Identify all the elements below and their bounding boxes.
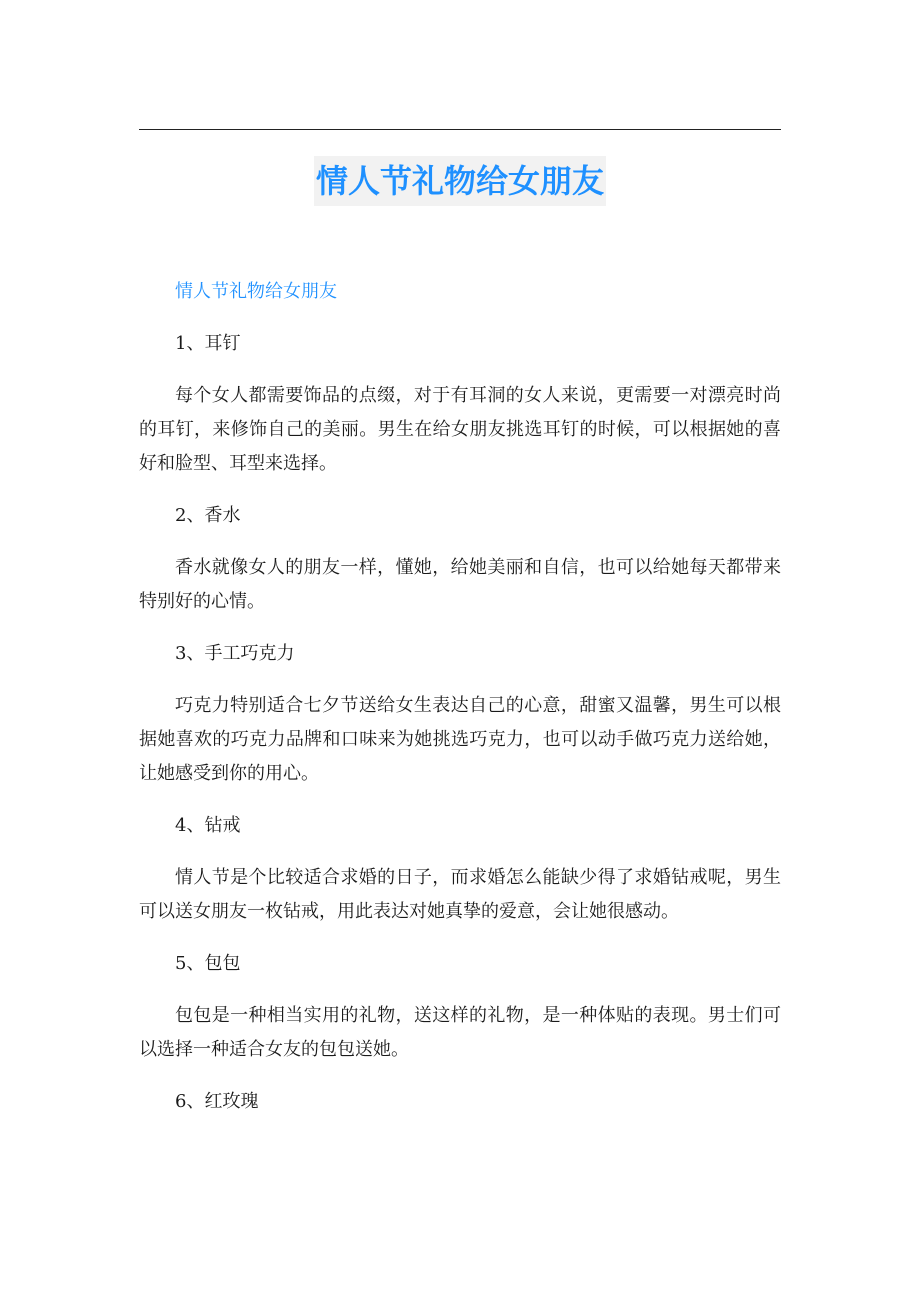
section-heading-handbag: 5、包包 bbox=[175, 953, 241, 974]
document-body bbox=[139, 275, 781, 1137]
header-rule bbox=[139, 129, 781, 130]
section-heading-earrings: 1、耳钉 bbox=[175, 333, 241, 354]
section-heading-chocolate: 3、手工巧克力 bbox=[175, 643, 295, 664]
section-paragraph-diamond-ring: 情人节是个比较适合求婚的日子，而求婚怎么能缺少得了求婚钻戒呢，男生可以送女朋友一枚钻戒，用此表达对她真挚的爱意，会让她很感动。 bbox=[139, 867, 781, 922]
section-paragraph-earrings: 每个女人都需要饰品的点缀，对于有耳洞的女人来说，更需要一对漂亮时尚的耳钉，来修饰自己的美丽。男生在给女朋友挑选耳钉的时候，可以根据她的喜好和脸型、耳型来选择。 bbox=[139, 385, 781, 474]
title-container bbox=[0, 156, 920, 206]
section-heading-diamond-ring: 4、钻戒 bbox=[175, 815, 241, 836]
document-title: 情人节礼物给女朋友 bbox=[314, 156, 606, 206]
section-paragraph-chocolate: 巧克力特别适合七夕节送给女生表达自己的心意，甜蜜又温馨，男生可以根据她喜欢的巧克力品牌和口味来为她挑选巧克力，也可以动手做巧克力送给她，让她感受到你的用心。 bbox=[139, 695, 781, 784]
section-heading-red-roses: 6、红玫瑰 bbox=[175, 1091, 259, 1112]
section-paragraph-handbag: 包包是一种相当实用的礼物，送这样的礼物，是一种体贴的表现。男士们可以选择一种适合女友的包包送她。 bbox=[139, 1005, 781, 1060]
section-heading-perfume: 2、香水 bbox=[175, 505, 241, 526]
document-subtitle: 情人节礼物给女朋友 bbox=[175, 281, 337, 302]
section-paragraph-perfume: 香水就像女人的朋友一样，懂她，给她美丽和自信，也可以给她每天都带来特别好的心情。 bbox=[139, 557, 781, 612]
